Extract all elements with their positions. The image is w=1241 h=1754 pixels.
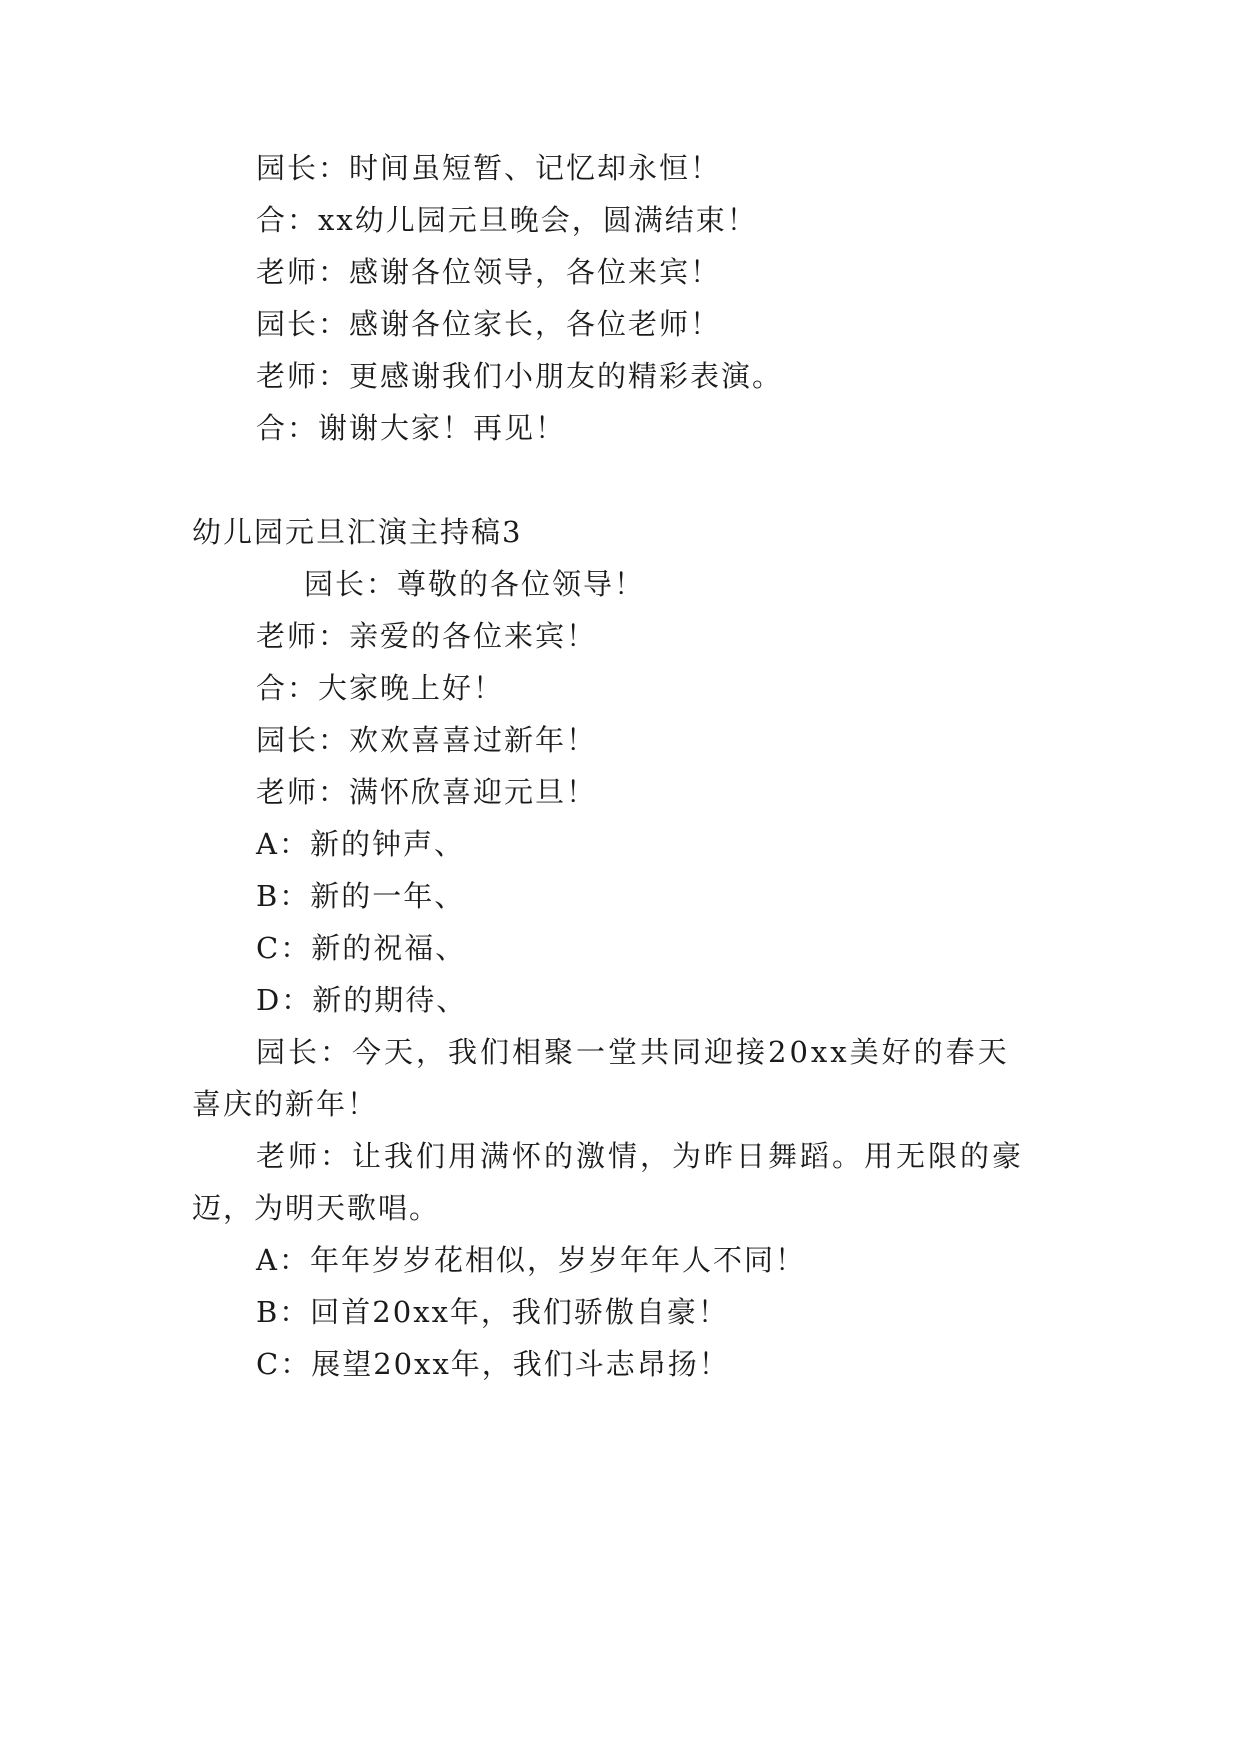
text-line: A：新的钟声、 <box>256 827 465 861</box>
text-line: 迈，为明天歌唱。 <box>192 1191 441 1225</box>
text-line: 喜庆的新年！ <box>192 1087 379 1121</box>
text-line: 合：大家晚上好！ <box>256 671 505 705</box>
text-line: 老师：让我们用满怀的激情，为昨日舞蹈。用无限的豪 <box>256 1139 1025 1173</box>
text-line: B：新的一年、 <box>256 879 466 913</box>
section-heading: 幼儿园元旦汇演主持稿3 <box>192 515 523 549</box>
text-line: B：回首20xx年，我们骄傲自豪！ <box>256 1295 729 1329</box>
text-line: 园长：感谢各位家长，各位老师！ <box>256 307 722 341</box>
text-line: 老师：感谢各位领导，各位来宾！ <box>256 255 722 289</box>
text-line: 园长：尊敬的各位领导！ <box>304 567 646 601</box>
text-line: 园长：今天，我们相聚一堂共同迎接20xx美好的春天 <box>256 1035 1010 1069</box>
text-line: 老师：亲爱的各位来宾！ <box>256 619 598 653</box>
text-line: 园长：欢欢喜喜过新年！ <box>256 723 598 757</box>
text-line: 老师：满怀欣喜迎元旦！ <box>256 775 598 809</box>
text-line: 合：xx幼儿园元旦晚会，圆满结束！ <box>256 203 758 237</box>
text-line: C：新的祝福、 <box>256 931 467 965</box>
text-line: C：展望20xx年，我们斗志昂扬！ <box>256 1347 730 1381</box>
text-line: 园长：时间虽短暂、记忆却永恒！ <box>256 151 722 185</box>
text-line: A：年年岁岁花相似，岁岁年年人不同！ <box>256 1243 806 1277</box>
text-line: 老师：更感谢我们小朋友的精彩表演。 <box>256 359 784 393</box>
text-line: 合：谢谢大家！再见！ <box>256 411 567 445</box>
text-line: D：新的期待、 <box>256 983 468 1017</box>
